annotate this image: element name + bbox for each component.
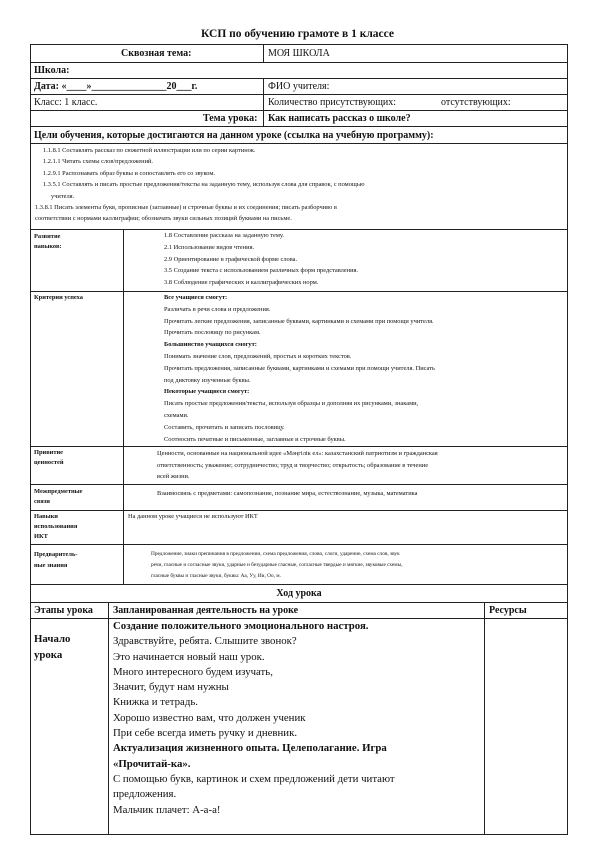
- skills-label: Развитие: [34, 233, 61, 240]
- interdisciplinary-row: [30, 484, 568, 510]
- lesson-body-row: [30, 618, 568, 834]
- topic-row: [30, 44, 568, 62]
- col-activity: Запланированная деятельность на уроке: [113, 605, 299, 616]
- activity-line: Книжка и тетрадь.: [113, 696, 198, 709]
- skill-item: 2.1 Использование видов чтения.: [164, 243, 255, 251]
- topic-value: МОЯ ШКОЛА: [268, 48, 330, 59]
- school-label: Школа:: [34, 65, 70, 76]
- values-line: Ценности, основанные на национальной идее «Мәңгілік ел»: казахстанский патриотизм и гражданская: [157, 450, 438, 457]
- goal-item: учителя.: [51, 192, 75, 200]
- goal-item: соответствии с нормами каллиграфии; обозначать звуки сильных позиций буквами на письме.: [35, 215, 292, 223]
- criteria-row: [30, 291, 568, 446]
- activity-line: Здравствуйте, ребята. Слышите звонок?: [113, 635, 297, 648]
- teacher-label: ФИО учителя:: [268, 81, 330, 92]
- activity-line: Создание положительного эмоционального настроя.: [113, 620, 369, 632]
- criteria-line: Большинство учащихся смогут:: [164, 341, 257, 349]
- criteria-line: Различать в речи слова и предложения.: [164, 305, 271, 313]
- activity-line: Значит, будут нам нужны: [113, 681, 229, 694]
- activity-line: «Прочитай-ка».: [113, 757, 191, 770]
- ict-row: [30, 510, 568, 544]
- goal-item: 1.1.8.1 Составлять рассказ по сюжетной иллюстрации или по серии картинок.: [43, 147, 256, 154]
- skill-item: 2.9 Ориентирование в графической форме слова.: [164, 255, 298, 263]
- activity-line: Это начинается новый наш урок.: [113, 650, 265, 663]
- lesson-heading: Ход урока: [276, 588, 322, 599]
- lesson-heading-row: [30, 584, 568, 602]
- criteria-line: Прочитать предложения, записанные буквами, картинками и схемами при помощи учителя. Писать: [164, 364, 435, 372]
- skills-label: навыков:: [34, 243, 62, 250]
- interdisciplinary-label: связи: [34, 498, 50, 505]
- activity-line: Много интересного будем изучать,: [113, 665, 273, 678]
- lesson-topic-label: Тема урока:: [203, 113, 258, 124]
- criteria-line: Прочитать пословицу по рисункам.: [164, 329, 261, 337]
- lesson-columns-row: [30, 602, 568, 618]
- activity-line: предложения.: [113, 788, 177, 801]
- prior-row: [30, 544, 568, 584]
- criteria-line: схемами.: [164, 411, 189, 419]
- lesson-topic-row: [30, 110, 568, 126]
- skill-item: 1.8 Составление рассказа на заданную тему.: [164, 232, 285, 239]
- prior-label: ные знания: [34, 562, 68, 569]
- values-line: ответственность; уважение; сотрудничество; труд и творчество; открытость; образование в течение: [157, 461, 429, 469]
- activity-line: Мальчик плачет: А-а-а!: [113, 803, 221, 816]
- criteria-line: под диктовку изученные буквы.: [164, 376, 251, 384]
- skill-item: 3.8 Соблюдение графических и каллиграфических норм.: [164, 279, 319, 287]
- goal-item: 1.3.8.1 Писать элементы букв, прописные (заглавные) и строчные буквы и их соединения; писать разборчиво в: [35, 204, 337, 212]
- resources-cell: [484, 619, 569, 834]
- ict-label: использования: [34, 523, 78, 530]
- values-label: Привитие: [34, 449, 63, 456]
- criteria-line: Соотносить печатные и письменные, заглавные и строчные буквы.: [164, 435, 346, 443]
- goal-item: 1.2.9.1 Распознавать образ буквы и сопоставлять его со звуком.: [43, 169, 215, 177]
- school-row: [30, 62, 568, 78]
- interdisciplinary-text: Взаимосвязь с предметами: самопознание, познание мира, естествознание, музыка, математика: [157, 490, 418, 497]
- prior-line: гласные буквы и гласные звуки, буквы: Аа, Уу, Ии, Оо, м.: [151, 573, 281, 579]
- goals-heading-row: [30, 126, 568, 143]
- skill-item: 3.5 Создание текста с использованием различных форм представления.: [164, 267, 359, 275]
- criteria-line: Прочитать легкие предложения, записанные буквами, картинками и схемами при помощи учителя.: [164, 317, 434, 325]
- criteria-line: Некоторые учащиеся смогут:: [164, 388, 250, 396]
- goal-item: 1.3.5.1 Составлять и писать простые предложения/тексты на заданную тему, используя слова для справок, с помощью: [43, 181, 365, 189]
- activity-line: При себе всегда иметь ручку и дневник.: [113, 727, 298, 740]
- criteria-line: Составить, прочитать и записать пословицу.: [164, 423, 285, 431]
- values-row: [30, 446, 568, 484]
- table-bottom-border: [30, 834, 568, 835]
- class-row: [30, 94, 568, 110]
- prior-line: речи, гласные и согласные звуки, ударные и безударные гласные, согласные твердые и мягкие, звуковые схемы,: [151, 562, 403, 568]
- criteria-line: Писать простые предложения/тексты, используя образцы и дополняя их рисунками, знаками,: [164, 400, 419, 408]
- stage-label: Начало: [34, 633, 71, 645]
- activity-line: Хорошо известно вам, что должен ученик: [113, 711, 306, 724]
- topic-label: Сквозная тема:: [121, 48, 192, 59]
- date-label: Дата: «____»_______________20___г.: [34, 81, 198, 92]
- ict-label: Навыки: [34, 513, 58, 520]
- ict-label: ИКТ: [34, 533, 48, 540]
- activity-line: Актуализация жизненного опыта. Целеполагание. Игра: [113, 742, 387, 755]
- stage-label: урока: [34, 649, 63, 661]
- criteria-line: Все учащиеся смогут:: [164, 294, 228, 301]
- activity-line: С помощью букв, картинок и схем предложений дети читают: [113, 772, 395, 785]
- values-line: всей жизни.: [157, 473, 190, 481]
- document-title: КСП по обучению грамоте в 1 классе: [200, 28, 394, 40]
- prior-label: Предваритель-: [34, 551, 78, 558]
- absent-label: отсутствующих:: [441, 97, 511, 108]
- goals-heading: Цели обучения, которые достигаются на данном уроке (ссылка на учебную программу):: [34, 130, 434, 141]
- goals-row: [30, 143, 568, 229]
- class-label: Класс: 1 класс.: [34, 97, 98, 108]
- criteria-line: Понимать значение слов, предложений, простых и коротких текстов.: [164, 352, 352, 360]
- values-label: ценностей: [34, 459, 64, 466]
- date-row: [30, 78, 568, 94]
- prior-line: Предложение, знаки препинания в предложении, схема предложения, слово, слоги, ударение, схема слов, звук: [151, 551, 400, 557]
- ict-text: На данном уроке учащиеся не используют ИКТ: [128, 513, 258, 520]
- col-stages: Этапы урока: [34, 605, 93, 616]
- lesson-topic-value: Как написать рассказ о школе?: [268, 113, 411, 124]
- present-label: Количество присутствующих:: [268, 97, 397, 108]
- goal-item: 1.2.1.1 Читать схемы слов/предложений.: [43, 158, 154, 166]
- skills-row: [30, 229, 568, 291]
- criteria-label: Критерии успеха: [34, 294, 83, 301]
- col-resources: Ресурсы: [489, 605, 527, 616]
- interdisciplinary-label: Межпредметные: [34, 488, 83, 495]
